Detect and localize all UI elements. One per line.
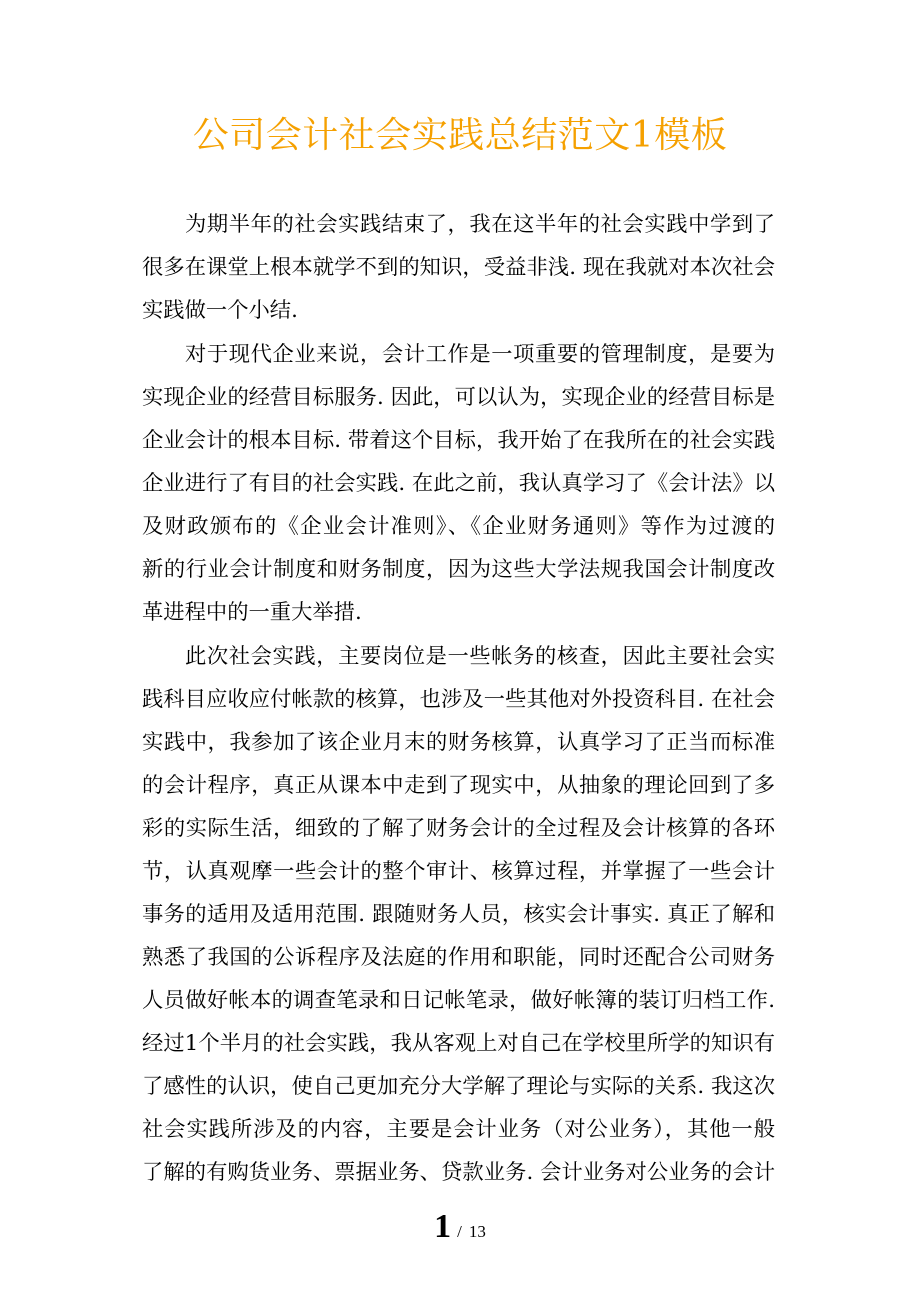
body-text-line: 实践中，我参加了该企业月末的财务核算，认真学习了正当而标准 [142, 730, 775, 755]
page-separator: / [457, 1222, 462, 1241]
body-text-line: 了解的有购货业务、票据业务、贷款业务. 会计业务对公业务的会计 [142, 1160, 775, 1185]
body-text-line: 事务的适用及适用范围. 跟随财务人员，核实会计事实. 真正了解和 [142, 902, 775, 927]
body-text-line: 践科目应收应付帐款的核算，也涉及一些其他对外投资科目. 在社会 [142, 687, 775, 712]
body-text-line: 实现企业的经营目标服务. 因此，可以认为，实现企业的经营目标是 [142, 385, 775, 410]
document-title: 公司会计社会实践总结范文1模板 [192, 115, 728, 156]
body-text-line: 及财政颁布的《企业会计准则》、《企业财务通则》等作为过渡的 [142, 514, 775, 539]
body-text-line: 人员做好帐本的调查笔录和日记帐笔录，做好帐簿的装订归档工作. [142, 988, 775, 1013]
body-text-line: 为期半年的社会实践结束了，我在这半年的社会实践中学到了 [185, 212, 775, 237]
page-current: 1 [434, 1208, 452, 1245]
body-text-line: 实践做一个小结. [142, 298, 298, 323]
body-text-line: 熟悉了我国的公诉程序及法庭的作用和职能，同时还配合公司财务 [142, 945, 775, 970]
body-text-line: 革进程中的一重大举措. [142, 600, 362, 625]
body-text-line: 新的行业会计制度和财务制度，因为这些大学法规我国会计制度改 [142, 557, 775, 582]
body-text-line: 社会实践所涉及的内容，主要是会计业务（对公业务），其他一般 [142, 1117, 775, 1142]
body-text-line: 企业进行了有目的社会实践. 在此之前，我认真学习了《会计法》以 [142, 471, 775, 496]
body-text-line: 经过1个半月的社会实践，我从客观上对自己在学校里所学的知识有 [142, 1031, 775, 1056]
page-total: 13 [468, 1222, 486, 1241]
body-text-line: 的会计程序，真正从课本中走到了现实中，从抽象的理论回到了多 [142, 773, 775, 798]
body-text-line: 节，认真观摩一些会计的整个审计、核算过程，并掌握了一些会计 [142, 859, 775, 884]
body-text-line: 此次社会实践，主要岗位是一些帐务的核查，因此主要社会实 [185, 644, 775, 669]
body-text-line: 了感性的认识，使自己更加充分大学解了理论与实际的关系. 我这次 [142, 1074, 775, 1099]
body-text-line: 彩的实际生活，细致的了解了财务会计的全过程及会计核算的各环 [142, 816, 775, 841]
page-indicator [0, 1208, 920, 1246]
body-text-line: 企业会计的根本目标. 带着这个目标，我开始了在我所在的社会实践 [142, 428, 775, 453]
body-text-line: 对于现代企业来说，会计工作是一项重要的管理制度，是要为 [185, 342, 775, 367]
body-text-line: 很多在课堂上根本就学不到的知识，受益非浅. 现在我就对本次社会 [142, 255, 775, 280]
